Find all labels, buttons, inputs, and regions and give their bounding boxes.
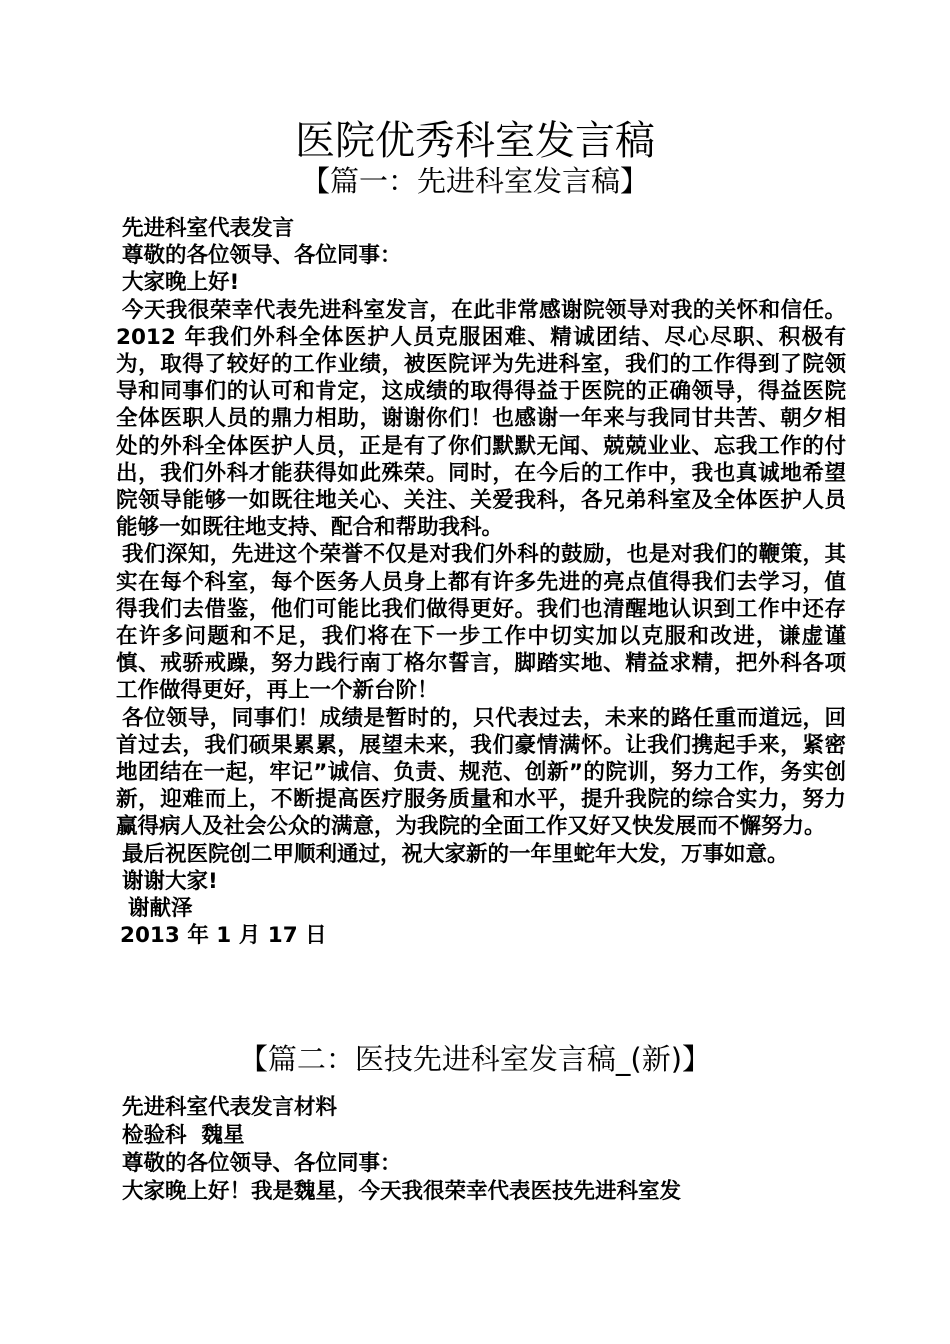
- section-heading-1: 【篇一：先进科室发言稿】: [300, 164, 649, 198]
- paragraph: 各位领导，同事们！成绩是暂时的，只代表过去，未来的路任重而道远，回首过去，我们硕果累累，展望未来，我们豪情满怀。让我们携起手来，紧密地团结在一起，牢记”诚信、负责、规范、创新”的院训，努力工作，务实创新，迎难而上，不断提高医疗服务质量和水平，提升我院的综合实力，努力赢得病人及社会公众的满意，为我院的全面工作又好又快发展而不懈努力。: [116, 705, 846, 840]
- paragraph: 最后祝医院创二甲顺利通过，祝大家新的一年里蛇年大发，万事如意。: [122, 841, 789, 867]
- signature: 谢献泽: [128, 896, 193, 922]
- speaker-line: 检验科 魏星: [122, 1123, 245, 1148]
- salutation: 尊敬的各位领导、各位同事：: [122, 243, 402, 269]
- salutation: 尊敬的各位领导、各位同事：: [122, 1151, 402, 1176]
- greeting: 大家晚上好!: [122, 270, 240, 296]
- section-2-body: [116, 1094, 846, 1206]
- section-1-body: [116, 215, 846, 949]
- document-title: 医院优秀科室发言稿: [295, 118, 655, 164]
- date: 2013 年 1 月 17 日: [120, 923, 327, 949]
- section-heading-2: 【篇二：医技先进科室发言稿_(新)】: [238, 1042, 712, 1076]
- greeting: 大家晚上好！我是魏星，今天我很荣幸代表医技先进科室发: [122, 1179, 682, 1204]
- paragraph: 我们深知，先进这个荣誉不仅是对我们外科的鼓励，也是对我们的鞭策，其实在每个科室，每个医务人员身上都有许多先进的亮点值得我们去学习，值得我们去借鉴，他们可能比我们做得更好。我们也清醒地认识到工作中还存在许多问题和不足，我们将在下一步工作中切实加以克服和改进，谦虚谨慎、戒骄戒躁，努力践行南丁格尔誓言，脚踏实地、精益求精，把外科各项工作做得更好，再上一个新台阶！: [116, 542, 846, 704]
- closing-thanks: 谢谢大家!: [122, 868, 218, 894]
- speech-title: 先进科室代表发言: [122, 216, 295, 241]
- speech-title: 先进科室代表发言材料: [122, 1095, 338, 1120]
- paragraph: 今天我很荣幸代表先进科室发言，在此非常感谢院领导对我的关怀和信任。2012 年我们外科全体医护人员克服困难、精诚团结、尽心尽职、积极有为，取得了较好的工作业绩，被医院评为先进科室，我们的工作得到了院领导和同事们的认可和肯定，这成绩的取得得益于医院的正确领导，得益医院全体医职人员的鼎力相助，谢谢你们！也感谢一年来与我同甘共苦、朝夕相处的外科全体医护人员，正是有了你们默默无闻、兢兢业业、忘我工作的付出，我们外科才能获得如此殊荣。同时，在今后的工作中，我也真诚地希望院领导能够一如既往地关心、关注、关爱我科，各兄弟科室及全体医护人员能够一如既往地支持、配合和帮助我科。: [116, 297, 846, 541]
